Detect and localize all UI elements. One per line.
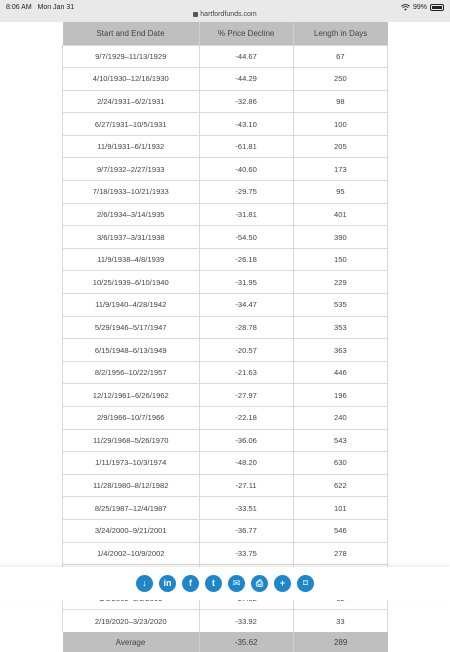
cell-length: 173 xyxy=(293,158,387,181)
cell-length: 229 xyxy=(293,271,387,294)
table-row xyxy=(63,113,388,136)
table-row xyxy=(63,339,388,362)
battery-percent: 99% xyxy=(412,4,427,11)
cell-length: 101 xyxy=(293,497,387,520)
cell-length: 622 xyxy=(293,474,387,497)
table-row xyxy=(63,135,388,158)
bear-market-table-container xyxy=(62,22,388,652)
table-row xyxy=(63,226,388,249)
battery-icon xyxy=(430,4,444,11)
cell-decline: -44.67 xyxy=(199,45,293,68)
share-toolbar xyxy=(0,567,450,600)
cell-decline: -22.18 xyxy=(199,407,293,430)
cell-decline: -26.18 xyxy=(199,248,293,271)
table-row xyxy=(63,45,388,68)
table-footer-row xyxy=(63,632,388,652)
cell-dates: 9/7/1932–2/27/1933 xyxy=(63,158,200,181)
cell-dates: 2/24/1931–6/2/1931 xyxy=(63,90,200,113)
cell-decline: -43.10 xyxy=(199,113,293,136)
header-length: Length in Days xyxy=(293,22,387,45)
table-header-row xyxy=(63,22,388,45)
table-row xyxy=(63,542,388,565)
cell-decline: -27.11 xyxy=(199,474,293,497)
cell-length: 250 xyxy=(293,68,387,91)
table-row xyxy=(63,361,388,384)
cell-decline: -34.47 xyxy=(199,294,293,317)
status-bar xyxy=(0,0,450,22)
cell-length: 630 xyxy=(293,452,387,475)
table-row xyxy=(63,384,388,407)
status-right xyxy=(401,4,444,11)
email-icon: ✉ xyxy=(232,578,241,588)
cell-decline: -54.50 xyxy=(199,226,293,249)
cell-decline: -40.60 xyxy=(199,158,293,181)
cell-length: 150 xyxy=(293,248,387,271)
header-dates: Start and End Date xyxy=(63,22,200,45)
cell-length: 390 xyxy=(293,226,387,249)
cell-dates: 7/18/1933–10/21/1933 xyxy=(63,181,200,204)
cell-length: 363 xyxy=(293,339,387,362)
cell-length: 100 xyxy=(293,113,387,136)
cell-dates: 6/15/1948–6/13/1949 xyxy=(63,339,200,362)
linkedin-icon: in xyxy=(163,578,172,588)
status-left xyxy=(6,4,74,11)
cell-length: 446 xyxy=(293,361,387,384)
cell-dates: 6/27/1931–10/5/1931 xyxy=(63,113,200,136)
cell-length: 278 xyxy=(293,542,387,565)
cell-dates: 3/24/2000–9/21/2001 xyxy=(63,519,200,542)
cell-decline: -61.81 xyxy=(199,135,293,158)
facebook-icon: f xyxy=(189,578,192,588)
cell-decline: -31.81 xyxy=(199,203,293,226)
cell-dates: 9/7/1929–11/13/1929 xyxy=(63,45,200,68)
table-row xyxy=(63,610,388,633)
cell-decline: -36.77 xyxy=(199,519,293,542)
header-decline: % Price Decline xyxy=(199,22,293,45)
download-icon: ↓ xyxy=(142,578,147,588)
cell-dates: 1/11/1973–10/3/1974 xyxy=(63,452,200,475)
cell-decline: -27.97 xyxy=(199,384,293,407)
table-row xyxy=(63,248,388,271)
cell-decline: -33.75 xyxy=(199,542,293,565)
cell-length: 205 xyxy=(293,135,387,158)
cell-decline: -31.95 xyxy=(199,271,293,294)
bookmark-button[interactable] xyxy=(297,575,314,592)
footer-label: Average xyxy=(63,632,200,652)
cell-length: 546 xyxy=(293,519,387,542)
cell-dates: 4/10/1930–12/16/1930 xyxy=(63,68,200,91)
cell-dates: 8/2/1956–10/22/1957 xyxy=(63,361,200,384)
table-body xyxy=(63,45,388,632)
bear-market-table xyxy=(62,22,388,652)
cell-length: 67 xyxy=(293,45,387,68)
cell-dates: 1/4/2002–10/9/2002 xyxy=(63,542,200,565)
cell-length: 543 xyxy=(293,429,387,452)
cell-dates: 2/19/2020–3/23/2020 xyxy=(63,610,200,633)
table-row xyxy=(63,90,388,113)
footer-avg-length: 289 xyxy=(293,632,387,652)
cell-dates: 11/28/1980–8/12/1982 xyxy=(63,474,200,497)
cell-length: 33 xyxy=(293,610,387,633)
add-button[interactable] xyxy=(274,575,291,592)
table-row xyxy=(63,203,388,226)
footer-avg-decline: -35.62 xyxy=(199,632,293,652)
cell-decline: -28.78 xyxy=(199,316,293,339)
table-row xyxy=(63,158,388,181)
cell-dates: 12/12/1961–6/26/1962 xyxy=(63,384,200,407)
table-row xyxy=(63,316,388,339)
cell-dates: 5/29/1946–5/17/1947 xyxy=(63,316,200,339)
cell-decline: -32.86 xyxy=(199,90,293,113)
table-row xyxy=(63,407,388,430)
cell-decline: -36.06 xyxy=(199,429,293,452)
add-icon: + xyxy=(279,578,286,588)
table-row xyxy=(63,429,388,452)
cell-decline: -33.92 xyxy=(199,610,293,633)
cell-length: 401 xyxy=(293,203,387,226)
twitter-button[interactable] xyxy=(205,575,222,592)
linkedin-button[interactable] xyxy=(159,575,176,592)
cell-length: 95 xyxy=(293,181,387,204)
bookmark-icon: ⌑ xyxy=(303,578,308,588)
cell-length: 353 xyxy=(293,316,387,339)
url-text: hartfordfunds.com xyxy=(200,11,257,18)
table-row xyxy=(63,497,388,520)
table-row xyxy=(63,519,388,542)
cell-dates: 11/9/1938–4/8/1939 xyxy=(63,248,200,271)
table-row xyxy=(63,271,388,294)
twitter-icon: t xyxy=(212,578,215,588)
cell-dates: 2/9/1966–10/7/1966 xyxy=(63,407,200,430)
print-button[interactable] xyxy=(251,575,268,592)
cell-decline: -21.63 xyxy=(199,361,293,384)
status-time: 8:06 AM xyxy=(6,4,32,11)
cell-length: 196 xyxy=(293,384,387,407)
cell-decline: -29.75 xyxy=(199,181,293,204)
facebook-button[interactable] xyxy=(182,575,199,592)
lock-icon xyxy=(193,12,198,17)
table-row xyxy=(63,68,388,91)
cell-decline: -20.57 xyxy=(199,339,293,362)
cell-length: 240 xyxy=(293,407,387,430)
cell-dates: 11/29/1968–5/26/1970 xyxy=(63,429,200,452)
cell-length: 98 xyxy=(293,90,387,113)
cell-dates: 11/9/1940–4/28/1942 xyxy=(63,294,200,317)
cell-decline: -48.20 xyxy=(199,452,293,475)
cell-dates: 10/25/1939–6/10/1940 xyxy=(63,271,200,294)
email-button[interactable] xyxy=(228,575,245,592)
address-bar[interactable] xyxy=(0,11,450,18)
cell-dates: 3/6/1937–3/31/1938 xyxy=(63,226,200,249)
cell-dates: 11/9/1931–6/1/1932 xyxy=(63,135,200,158)
table-row xyxy=(63,452,388,475)
wifi-icon xyxy=(401,4,410,11)
cell-decline: -33.51 xyxy=(199,497,293,520)
cell-decline: -44.29 xyxy=(199,68,293,91)
table-row xyxy=(63,294,388,317)
cell-dates: 8/25/1987–12/4/1987 xyxy=(63,497,200,520)
status-date: Mon Jan 31 xyxy=(37,4,75,11)
cell-dates: 2/6/1934–3/14/1935 xyxy=(63,203,200,226)
table-row xyxy=(63,474,388,497)
table-row xyxy=(63,181,388,204)
print-icon: ⎙ xyxy=(255,578,264,588)
download-button[interactable] xyxy=(136,575,153,592)
cell-length: 535 xyxy=(293,294,387,317)
